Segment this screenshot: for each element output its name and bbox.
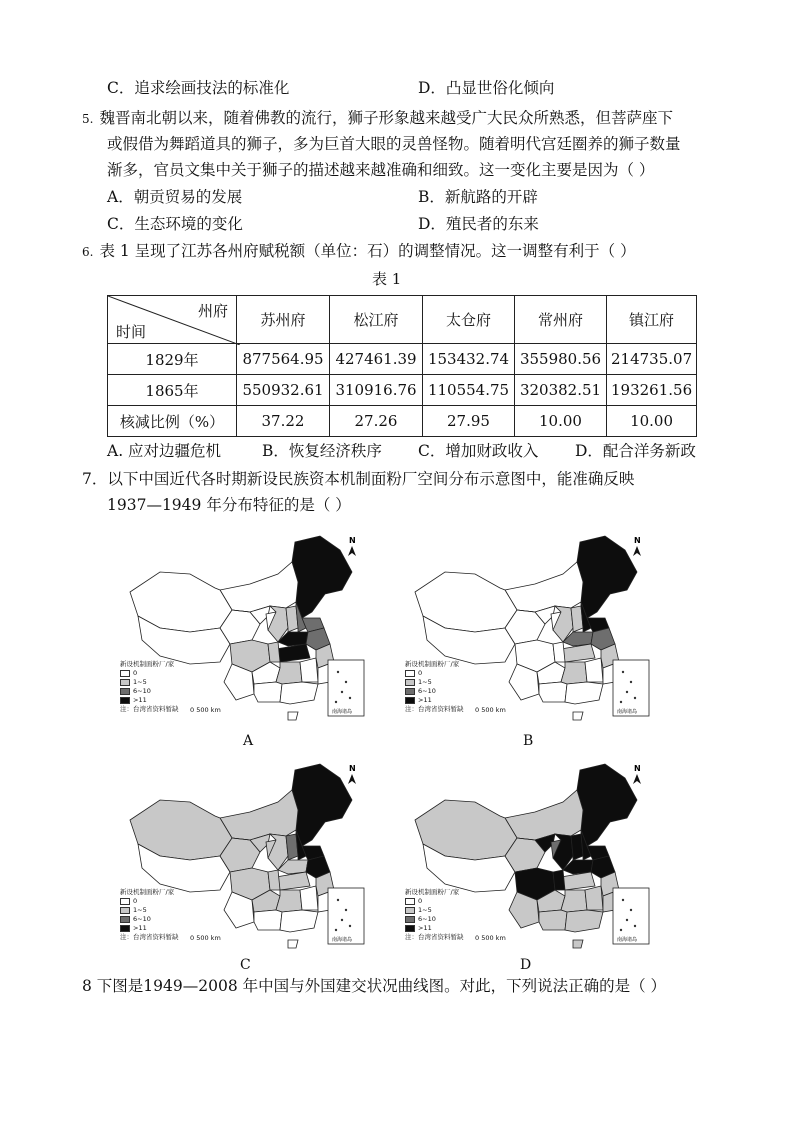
province-gd (565, 910, 603, 932)
table-cell: 37.22 (237, 406, 330, 437)
legend-title: 新设机制面粉厂/家 (405, 660, 460, 668)
province-cq (553, 642, 565, 662)
legend-item (120, 924, 221, 933)
q4-option-c: C．追求绘画技法的标准化 (107, 79, 290, 97)
island-dot (620, 701, 622, 703)
legend-swatch (405, 925, 415, 932)
table-title: 表 1 (372, 270, 402, 288)
row-label: 1829年 (108, 344, 237, 375)
q6-option-a: A. 应对边疆危机 (107, 442, 222, 460)
legend-swatch (405, 688, 415, 695)
north-arrow-icon (633, 546, 641, 556)
table-cell: 10.00 (607, 406, 697, 437)
table-cell: 320382.51 (515, 375, 607, 406)
corner-bottom-label: 时间 (116, 323, 147, 341)
legend-item (120, 687, 221, 696)
col-header: 苏州府 (237, 296, 330, 344)
province-hun (276, 890, 302, 912)
legend-swatch (405, 670, 415, 677)
island-dot (630, 909, 632, 911)
inset-label: 南海诸岛 (617, 709, 638, 715)
province-hun (561, 890, 587, 912)
table-row (108, 375, 697, 406)
scale-bar: 0 500 km (190, 706, 221, 714)
legend-title: 新设机制面粉厂/家 (120, 660, 175, 668)
table-row (108, 406, 697, 437)
table-cell: 550932.61 (237, 375, 330, 406)
province-jx (585, 658, 603, 682)
island-dot (626, 691, 628, 693)
inset-frame (613, 660, 649, 716)
north-label: N (634, 764, 641, 773)
col-header: 太仓府 (423, 296, 515, 344)
legend-swatch (120, 697, 130, 704)
map-a (120, 532, 370, 732)
legend-swatch (120, 925, 130, 932)
province-gx (254, 910, 282, 930)
q5-option-d: D．殖民者的东来 (418, 215, 539, 233)
province-ne (292, 764, 352, 846)
legend-item-label: >11 (418, 924, 432, 932)
legend-item-label: >11 (418, 696, 432, 704)
legend-item (120, 906, 221, 915)
map-legend (405, 660, 506, 715)
table-corner-cell (108, 296, 237, 344)
q5-line-1: 魏晋南北朝以来，随着佛教的流行，狮子形象越来越受广大民众所熟悉，但菩萨座下 (99, 109, 673, 127)
legend-item-label: >11 (133, 924, 147, 932)
scale-bar: 0 500 km (190, 934, 221, 942)
table-cell: 110554.75 (423, 375, 515, 406)
province-gd (565, 682, 603, 704)
legend-item (120, 696, 221, 705)
inset-label: 南海诸岛 (617, 937, 638, 943)
table-header-row (108, 296, 697, 344)
q5-option-c: C．生态环境的变化 (107, 215, 243, 233)
island-dot (337, 671, 339, 673)
province-hain (573, 712, 583, 720)
q4-option-d: D．凸显世俗化倾向 (418, 79, 555, 97)
legend-swatch (120, 679, 130, 686)
map-legend (120, 888, 221, 943)
legend-item-label: 0 (418, 669, 423, 677)
province-jx (585, 886, 603, 910)
province-ne (292, 536, 352, 618)
island-dot (634, 697, 636, 699)
legend-item (120, 669, 221, 678)
island-dot (634, 925, 636, 927)
legend-item (405, 906, 506, 915)
legend-swatch (120, 907, 130, 914)
q5-line-2: 或假借为舞蹈道具的狮子，多为巨首大眼的灵兽怪物。随着明代宫廷圈养的狮子数量 (107, 135, 681, 153)
col-header: 常州府 (515, 296, 607, 344)
legend-item (405, 696, 506, 705)
inset-frame (328, 888, 364, 944)
province-hain (288, 940, 298, 948)
north-arrow-icon (633, 774, 641, 784)
table-cell: 27.26 (330, 406, 423, 437)
island-dot (345, 909, 347, 911)
province-cq (268, 870, 280, 890)
province-gx (539, 682, 567, 702)
legend-item-label: 1~5 (418, 906, 432, 914)
map-label-b: B (523, 733, 534, 749)
legend-item (120, 678, 221, 687)
legend-swatch (405, 697, 415, 704)
north-label: N (634, 536, 641, 545)
island-dot (345, 681, 347, 683)
province-cq (553, 870, 565, 890)
province-gx (254, 682, 282, 702)
legend-swatch (120, 670, 130, 677)
q6-stem (82, 241, 636, 262)
province-imn (505, 562, 583, 612)
map-label-a: A (243, 733, 254, 749)
legend-swatch (405, 907, 415, 914)
q7-line-1: 7．以下中国近代各时期新设民族资本机制面粉厂空间分布示意图中，能准确反映 (82, 470, 635, 488)
province-hain (573, 940, 583, 948)
q6-option-d: D．配合洋务新政 (575, 442, 696, 460)
legend-item (405, 924, 506, 933)
legend-swatch (120, 688, 130, 695)
table-cell: 214735.07 (607, 344, 697, 375)
island-dot (337, 899, 339, 901)
province-gd (280, 682, 318, 704)
table-cell: 355980.56 (515, 344, 607, 375)
legend-title: 新设机制面粉厂/家 (120, 888, 175, 896)
province-imn (505, 790, 583, 840)
q6-option-c: C．增加财政收入 (418, 442, 539, 460)
map-label-d: D (520, 957, 532, 973)
map-d (405, 760, 655, 960)
legend-item-label: 6~10 (418, 687, 436, 695)
legend-item-label: 0 (418, 897, 423, 905)
north-label: N (349, 536, 356, 545)
province-gx (539, 910, 567, 930)
province-hain (288, 712, 298, 720)
north-arrow-icon (348, 546, 356, 556)
map-c (120, 760, 370, 960)
province-jx (300, 658, 318, 682)
province-imn (220, 790, 298, 840)
q5-number: 5. (82, 112, 94, 126)
island-dot (349, 925, 351, 927)
island-dot (622, 671, 624, 673)
tax-table (107, 295, 697, 437)
legend-item (405, 897, 506, 906)
q5-line-3: 渐多，官员文集中关于狮子的描述越来越准确和细致。这一变化主要是因为（ ） (107, 161, 655, 179)
island-dot (622, 899, 624, 901)
province-gd (280, 910, 318, 932)
map-label-c: C (240, 957, 251, 973)
q7-line-2: 1937—1949 年分布特征的是（ ） (107, 496, 351, 514)
legend-item (120, 915, 221, 924)
island-dot (626, 919, 628, 921)
q6-text: 表 1 呈现了江苏各州府赋税额（单位：石）的调整情况。这一调整有利于（ ） (99, 242, 636, 260)
island-dot (349, 697, 351, 699)
province-jx (300, 886, 318, 910)
table-cell: 27.95 (423, 406, 515, 437)
map-note: 注：台湾省资料暂缺 (405, 933, 464, 941)
legend-swatch (405, 898, 415, 905)
legend-item-label: >11 (133, 696, 147, 704)
inset-frame (328, 660, 364, 716)
legend-item-label: 1~5 (418, 678, 432, 686)
legend-item (120, 897, 221, 906)
q6-option-b: B．恢复经济秩序 (262, 442, 382, 460)
scale-bar: 0 500 km (475, 706, 506, 714)
table-cell: 193261.56 (607, 375, 697, 406)
legend-swatch (120, 898, 130, 905)
province-imn (220, 562, 298, 612)
map-note: 注：台湾省资料暂缺 (120, 933, 179, 941)
legend-title: 新设机制面粉厂/家 (405, 888, 460, 896)
q5-option-a: A．朝贡贸易的发展 (107, 188, 243, 206)
table-cell: 10.00 (515, 406, 607, 437)
q6-number: 6. (82, 245, 94, 259)
map-legend (405, 888, 506, 943)
q8-text: 8 下图是1949—2008 年中国与外国建交状况曲线图。对此，下列说法正确的是（ ） (82, 977, 667, 995)
province-ne (577, 764, 637, 846)
north-label: N (349, 764, 356, 773)
col-header: 松江府 (330, 296, 423, 344)
province-ne (577, 536, 637, 618)
legend-swatch (405, 679, 415, 686)
q5-stem (82, 108, 673, 129)
legend-item (405, 687, 506, 696)
province-cq (268, 642, 280, 662)
scale-bar: 0 500 km (475, 934, 506, 942)
legend-item-label: 0 (133, 897, 138, 905)
legend-item (405, 915, 506, 924)
table-cell: 153432.74 (423, 344, 515, 375)
legend-swatch (405, 916, 415, 923)
island-dot (341, 919, 343, 921)
legend-item-label: 1~5 (133, 678, 147, 686)
q5-option-b: B．新航路的开辟 (418, 188, 538, 206)
map-legend (120, 660, 221, 715)
legend-item (405, 669, 506, 678)
table-cell: 427461.39 (330, 344, 423, 375)
province-hun (561, 662, 587, 684)
table-cell: 310916.76 (330, 375, 423, 406)
inset-label: 南海诸岛 (332, 937, 353, 943)
island-dot (341, 691, 343, 693)
legend-item (405, 678, 506, 687)
col-header: 镇江府 (607, 296, 697, 344)
legend-item-label: 1~5 (133, 906, 147, 914)
island-dot (335, 929, 337, 931)
legend-item-label: 6~10 (133, 915, 151, 923)
island-dot (620, 929, 622, 931)
row-label: 1865年 (108, 375, 237, 406)
map-b (405, 532, 655, 732)
table-cell: 877564.95 (237, 344, 330, 375)
legend-swatch (120, 916, 130, 923)
island-dot (335, 701, 337, 703)
inset-label: 南海诸岛 (332, 709, 353, 715)
island-dot (630, 681, 632, 683)
map-note: 注：台湾省资料暂缺 (120, 705, 179, 713)
legend-item-label: 0 (133, 669, 138, 677)
corner-top-label: 州府 (197, 302, 228, 320)
north-arrow-icon (348, 774, 356, 784)
legend-item-label: 6~10 (133, 687, 151, 695)
legend-item-label: 6~10 (418, 915, 436, 923)
table-row (108, 344, 697, 375)
row-label: 核减比例（%） (108, 406, 237, 437)
inset-frame (613, 888, 649, 944)
map-note: 注：台湾省资料暂缺 (405, 705, 464, 713)
province-hun (276, 662, 302, 684)
